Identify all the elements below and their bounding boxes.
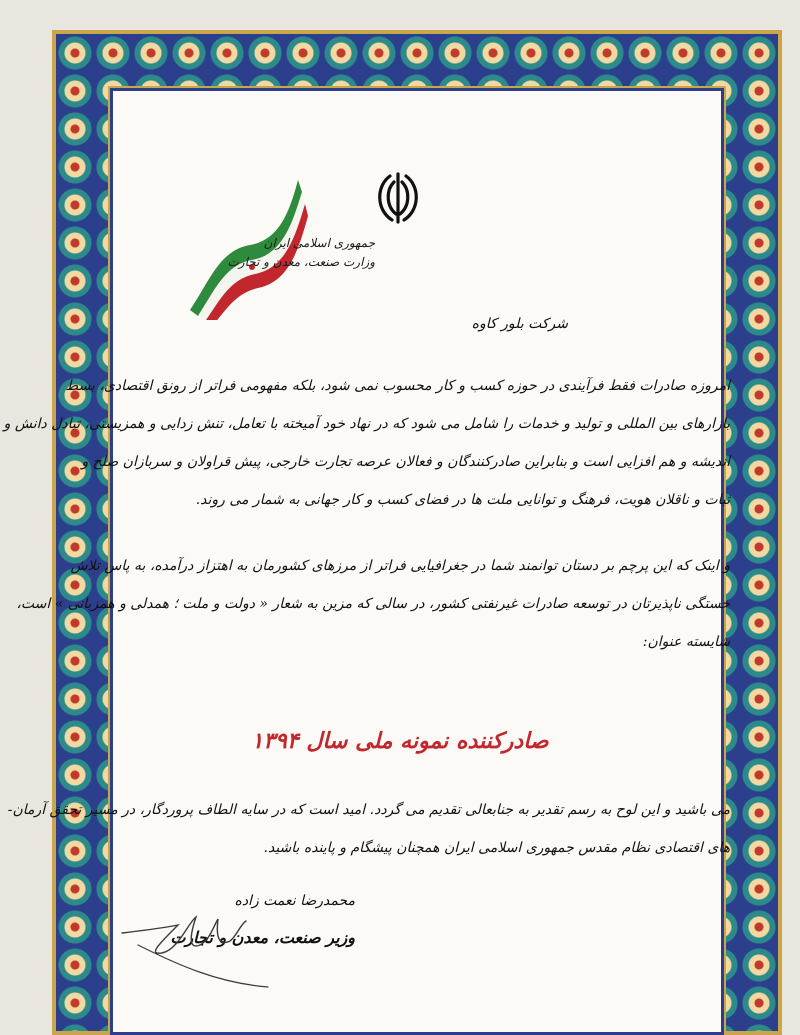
country-name: جمهوری اسلامی ایران [263, 236, 375, 250]
closing-line-2: های اقتصادی نظام مقدس جمهوری اسلامی ایران همچنان پیشگام و پاینده باشید. [263, 840, 730, 856]
body-line-2: بازارهای بین المللی و تولید و خدمات را شامل می شود که در نهاد خود آمیخته با تعامل، تنش زدایی و همزیستی، تبادل دانش و [3, 416, 730, 432]
body-line-6: خستگی ناپذیرتان در توسعه صادرات غیرنفتی کشور، در سالی که مزین به شعار « دولت و ملت ؛ همدلی و همزبانی » است، [16, 596, 730, 612]
award-title: صادرکننده نمونه ملی سال ۱۳۹۴ [251, 728, 549, 754]
body-line-4: ثبات و ناقلان هویت، فرهنگ و توانایی ملت ها در فضای کسب و کار جهانی به شمار می روند. [195, 492, 730, 508]
body-line-5: و اینک که این پرچم بر دستان توانمند شما در جغرافیایی فراتر از مرزهای کشورمان به اهتزاز درآمده، به پاس تلاش [70, 558, 730, 574]
signatory-name: محمدرضا نعمت زاده [234, 893, 355, 909]
recipient: شرکت بلور کاوه [471, 316, 568, 332]
body-line-7: شایسته عنوان: [642, 634, 730, 650]
signature-icon [118, 905, 278, 995]
signatory-title: وزیر صنعت، معدن و تجارت [170, 928, 355, 947]
body-line-1: امروزه صادرات فقط فرآیندی در حوزه کسب و کار محسوب نمی شود، بلکه مفهومی فراتر از رونق اقتصادی، بسط [65, 378, 730, 394]
ministry-name: وزارت صنعت، معدن و تجارت [227, 255, 375, 269]
closing-line-1: می باشید و این لوح به رسم تقدیر به جنابعالی تقدیم می گردد. امید است که در سایه الطاف پروردگار، در مسیر تحقق آرمان- [7, 802, 730, 818]
body-line-3: اندیشه و هم افزایی است و بنابراین صادرکنندگان و فعالان عرصه تجارت خارجی، پیش قراولان و سربازان صلح و [81, 454, 730, 470]
iran-emblem-icon [368, 168, 428, 228]
